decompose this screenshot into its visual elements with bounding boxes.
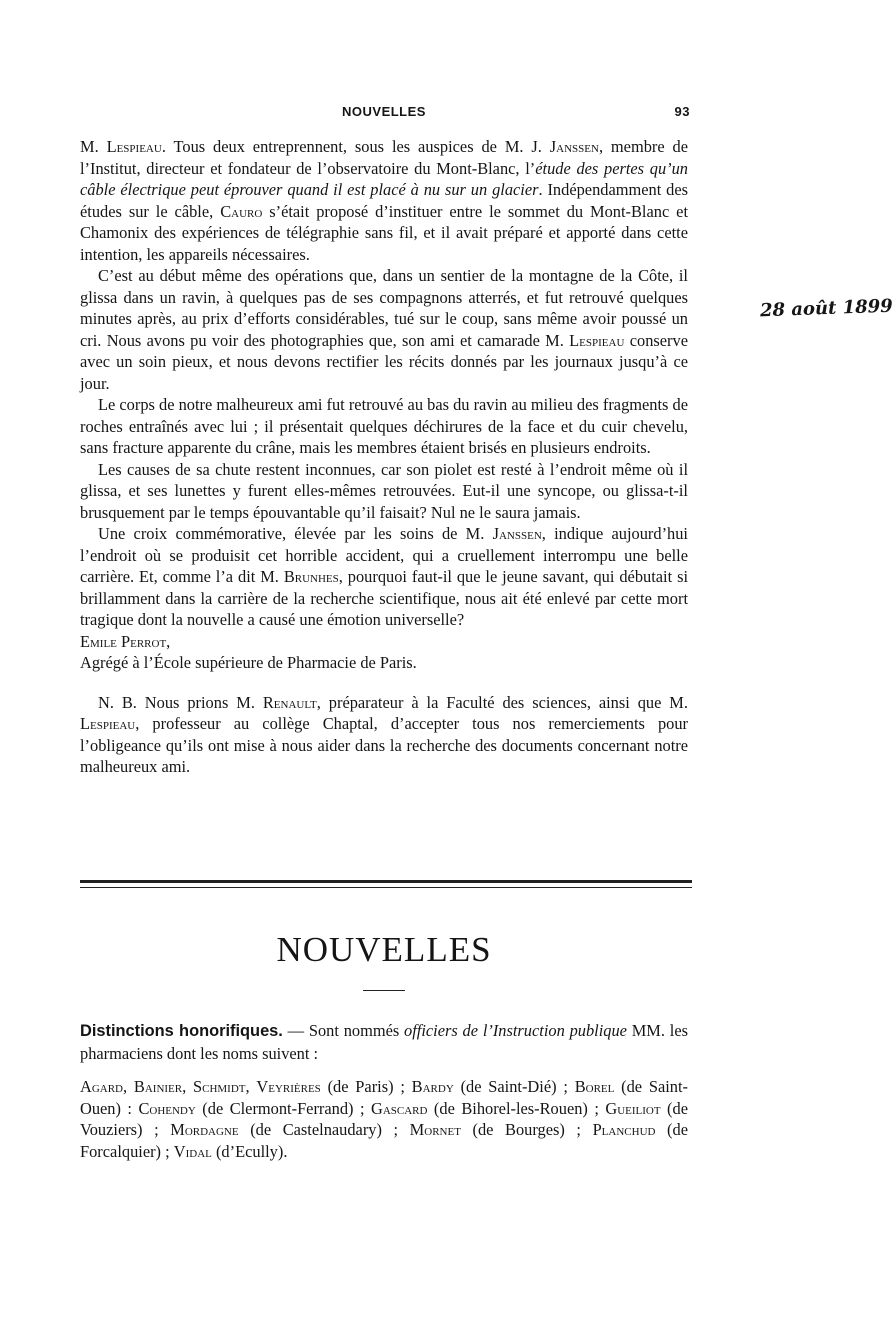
running-head-title: NOUVELLES [342, 104, 426, 119]
text-run: (de Bourges) ; [460, 1120, 593, 1139]
section-divider-thin [80, 887, 692, 888]
text-run: (de Saint-Dié) ; [453, 1077, 575, 1096]
text-run: (de Vouziers) ; [80, 1098, 688, 1139]
text-run: , membre de l’Institut, directeur et fondateur de l’observatoire du Mont-Blanc, l’ [80, 137, 688, 178]
paragraph [80, 523, 688, 631]
text-run: (de Bihorel-les-Rouen) ; [427, 1098, 606, 1118]
text-run: Brunhes [283, 567, 339, 586]
title-underline [363, 990, 405, 991]
paragraph [80, 136, 688, 265]
text-run: . Indépendamment des études sur le câble, [80, 180, 688, 221]
text-run: Planchud [592, 1120, 656, 1139]
news-intro [80, 1020, 688, 1064]
text-run: Mordagne [170, 1120, 239, 1139]
text-run: , préparateur à la Faculté des sciences, ainsi que M. [316, 692, 688, 712]
text-run: (de Forcalquier) ; [80, 1120, 688, 1161]
text-run: Borel [574, 1077, 615, 1096]
page-number: 93 [674, 104, 690, 119]
paragraph [80, 394, 688, 459]
text-run: , professeur au collège Chaptal, d’accepter tous nos remerciements pour l’obligeance qu’ils ont mise à nous aider dans la recherche des documents concernant notre malheureux ami. [80, 714, 688, 776]
text-run: Schmidt [193, 1077, 246, 1096]
handwritten-annotation: 28 août 1899 [759, 295, 893, 322]
text-run: , [182, 1077, 193, 1096]
text-run: , pourquoi faut-il que le jeune savant, qui débutait si brillamment dans la carrière de la recherche scientifique, nous ait été enlevé par cette mort tragique dont la nouvelle a causé une émotion universelle? [80, 567, 688, 629]
text-run: N. B. Nous prions M. [98, 692, 263, 712]
text-run: (d’Ecully). [211, 1141, 288, 1161]
text-run: Agard [80, 1077, 124, 1096]
text-run: Janssen [549, 137, 599, 156]
text-run: , [123, 1077, 134, 1096]
text-run: Lespieau [106, 137, 162, 156]
news-section [80, 1020, 688, 1162]
text-run: Lespieau [569, 330, 625, 350]
news-lead: Distinctions honorifiques. [80, 1022, 283, 1040]
text-run: officiers de l’Instruction publique [404, 1021, 627, 1040]
text-run: étude des pertes qu’un câble électrique peut éprouver quand il est placé à nu sur un glacier [80, 158, 688, 199]
text-run: Vidal [173, 1141, 212, 1161]
text-run: . Tous deux entreprennent, sous les auspices de M. J. [161, 137, 550, 156]
news-names-list [80, 1076, 688, 1162]
text-run: , [245, 1077, 257, 1096]
text-run: Renault [262, 692, 317, 712]
text-run: , indique aujourd’hui l’endroit où se produisit cet horrible accident, qui a cruellement interrompu une belle carrière. Et, comme l’a dit M. [80, 524, 688, 586]
text-run: Bardy [411, 1077, 454, 1096]
text-run: Gascard [371, 1098, 428, 1118]
text-run: Bainier [133, 1077, 183, 1096]
text-run: MM. les pharmaciens dont les noms suivent : [80, 1021, 688, 1063]
section-title: NOUVELLES [276, 930, 492, 969]
text-run: (de Castelnaudary) ; [238, 1120, 410, 1139]
text-run: Mornet [409, 1120, 461, 1139]
text-run: Lespieau [80, 714, 136, 733]
text-run: Cauro [220, 201, 263, 221]
note-paragraph [80, 692, 688, 778]
article-body [80, 136, 688, 778]
signature-title: Agrégé à l’École supérieure de Pharmacie de Paris. [80, 653, 417, 672]
text-run: (de Clermont-Ferrand) ; [195, 1098, 371, 1118]
text-run: conserve avec un soin pieux, et nous devons rectifier les récits donnés par les journaux jusqu’à ce jour. [80, 330, 688, 393]
paragraph [80, 265, 688, 394]
text-run: Le corps de notre malheureux ami fut retrouvé au bas du ravin au milieu des fragments de roches entraînés avec lui ; il présentait quelques déchirures de la face et du cuir chevelu, sans fracture apparente du crâne, mais les membres étaient brisés en plusieurs endroits. [80, 395, 688, 457]
text-run: C’est au début même des opérations que, dans un sentier de la montagne de la Côte, il glissa dans un ravin, à quelques pas de ses compagnons atterrés, et fut retrouvé quelques minutes après, au prix d’efforts considérables, tué sur le coup, sans même avoir poussé un cri. Nous avons pu voir des photographies que, son ami et camarade M. [80, 266, 688, 350]
text-run: M. [80, 137, 107, 156]
text-run: — Sont nommés [282, 1021, 405, 1040]
text-run: s’était proposé d’instituer entre le sommet du Mont-Blanc et Chamonix des expériences de télégraphie sans fil, et il avait préparé et apporté dans cette intention, les appareils nécessaires. [80, 201, 689, 264]
text-run: Gueiliot [605, 1098, 661, 1118]
paragraph [80, 459, 688, 524]
signature-name: Emile Perrot, [80, 631, 171, 651]
text-run: Une croix commémorative, élevée par les soins de M. [98, 524, 493, 543]
text-run: Veyrières [256, 1077, 321, 1096]
text-run: (de Paris) ; [320, 1077, 412, 1096]
section-divider-thick [80, 880, 692, 883]
text-run: Janssen [492, 524, 542, 543]
text-run: Cohendy [138, 1098, 196, 1118]
text-run: (de Saint-Ouen) : [80, 1077, 688, 1118]
text-run: Les causes de sa chute restent inconnues, car son piolet est resté à l’endroit même où il glissa, et ses lunettes y furent elles-mêmes retrouvées. Eut-il une syncope, ou glissa-t-il brusquement par le temps épouvantable qu’il faisait? Nul ne le saura jamais. [80, 459, 688, 522]
